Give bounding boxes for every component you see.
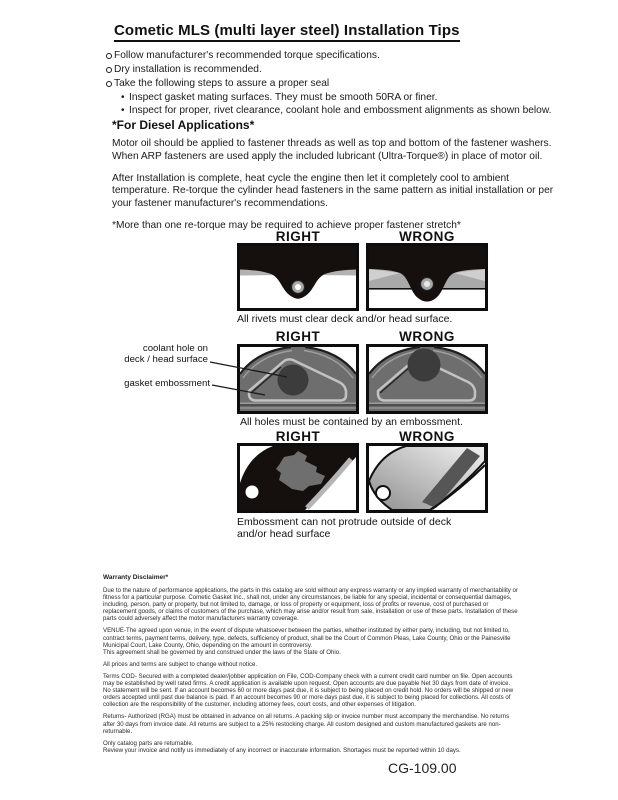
protrusion-right-icon xyxy=(237,443,359,513)
list-item xyxy=(121,104,556,117)
protrusion-wrong-icon xyxy=(366,443,488,513)
gasket-embossment-annotation: gasket embossment xyxy=(124,378,210,389)
list-item xyxy=(106,77,556,91)
bullet-text: Inspect gasket mating surfaces. They must be smooth 50RA or finer. xyxy=(129,92,438,103)
list-item xyxy=(121,91,556,104)
fig1-right-diagram xyxy=(237,243,359,316)
rivet-clearance-right-icon xyxy=(237,243,359,311)
diesel-note: *More than one re-torque may be required to achieve proper fastener stretch* xyxy=(112,219,461,231)
disclaimer-paragraph: All prices and terms are subject to change without notice. xyxy=(103,660,258,668)
open-bullet-icon xyxy=(106,49,114,63)
fig2-caption: All holes must be contained by an embossment. xyxy=(240,416,463,428)
disclaimer-paragraph: This agreement shall be governed by and construed under the laws of the State of Ohio. xyxy=(103,648,341,656)
hole-containment-wrong-icon xyxy=(366,344,488,414)
fig3-wrong-diagram xyxy=(366,443,488,518)
installation-tips-section xyxy=(106,22,556,117)
diesel-paragraph: Motor oil should be applied to fastener threads as well as top and bottom of the fastener washers. When ARP fasteners are used apply the included lubricant (Ultra-Torque®) in place of motor oil. xyxy=(112,138,552,162)
disclaimer-paragraph: VENUE-The agreed upon venue, in the event of dispute whatsoever between the parties, whether instituted by either party, including, but not limited to, contract terms, payment terms, delivery, type, defects, sufficiency of product, shall be the Court of Common Pleas, Lake County, Ohio or the Painesville Municipal Court, Lake County, Ohio, depending on the amount in controversy. xyxy=(103,627,511,649)
filled-bullet-icon: • xyxy=(121,92,125,103)
diesel-applications-section xyxy=(112,118,554,242)
open-bullet-icon xyxy=(106,63,114,77)
fig3-wrong-label: WRONG xyxy=(399,429,455,444)
rivet-clearance-wrong-icon xyxy=(366,243,488,311)
fig3-right-diagram xyxy=(237,443,359,518)
list-item xyxy=(106,63,556,77)
open-bullet-icon xyxy=(106,77,114,91)
diesel-paragraph: After Installation is complete, heat cycle the engine then let it completely cool to ambient temperature. Re-torque the cylinder head fasteners in the same pattern as initial installation or per your fastener manufacturer's recommendations. xyxy=(112,172,554,210)
bullet-text: Take the following steps to assure a proper seal xyxy=(114,78,330,89)
disclaimer-paragraph: Returns- Authorized (RGA) must be obtained in advance on all returns. A packing slip or invoice number must accompany the merchandise. No returns after 30 days from invoice date. All returns are subject to a 25% restocking charge. All custom designed and custom manufactured gaskets are non-returnable. xyxy=(103,713,510,735)
warranty-disclaimer-section xyxy=(103,574,519,759)
fig2-wrong-label: WRONG xyxy=(399,329,455,344)
disclaimer-paragraph: Review your invoice and notify us immediately of any incorrect or inaccurate information. Shortages must be reported within 10 days. xyxy=(103,746,461,754)
fig2-wrong-diagram xyxy=(366,344,488,419)
fig2-right-label: RIGHT xyxy=(275,329,321,344)
fig1-caption: All rivets must clear deck and/or head surface. xyxy=(237,313,453,325)
fig3-right-label: RIGHT xyxy=(275,429,321,444)
disclaimer-heading: Warranty Disclaimer* xyxy=(103,574,169,581)
list-item xyxy=(106,49,556,63)
diesel-heading: *For Diesel Applications* xyxy=(112,118,255,132)
bullet-text: Follow manufacturer's recommended torque specifications. xyxy=(114,50,380,61)
filled-bullet-icon: • xyxy=(121,105,125,116)
disclaimer-paragraph: Terms COD- Secured with a completed dealer/jobber application on File, COD-Company check with a current credit card number on file. Open accounts may be established by well rated firms. A credit application is available upon request. Open accounts are due payable Net 30 days from date of invoice. No statement will be sent. If an account becomes 60 or more days past due, it is subject to being placed on credit hold. No orders will be shipped or new orders accepted until past due balance is paid. If an account becomes 90 or more days past due, it is subject to being placed for collections. All costs of collection are the responsibility of the customer, including attorney fees, court costs, and other expenses of litigation. xyxy=(103,672,514,709)
page-title: Cometic MLS (multi layer steel) Installation Tips xyxy=(114,22,460,42)
disclaimer-paragraph: Only catalog parts are returnable. xyxy=(103,739,194,747)
fig1-wrong-diagram xyxy=(366,243,488,316)
coolant-hole-annotation: coolant hole on deck / head surface xyxy=(124,343,208,365)
bullet-text: Dry installation is recommended. xyxy=(114,64,262,75)
bullet-text: Inspect for proper, rivet clearance, coolant hole and embossment alignments as shown below. xyxy=(129,105,552,116)
fig3-caption: Embossment can not protrude outside of deck and/or head surface xyxy=(237,516,452,540)
disclaimer-paragraph: Due to the nature of performance applications, the parts in this catalog are sold without any express warranty or any implied warranty of merchantability or fitness for a particular purpose. Cometic Gasket Inc., shall not, under any circumstances, be liable for any special, incidental or consequential damages, including, person, party or property, but not limited to, damage, or loss of property or equipment, loss of profits or revenue, cost of purchased or replacement goods, or claims of customers of the purchase, which may arise and/or result from sale, installation or use of these parts. Installation of these parts could adversely affect the motor manufacturers warranty coverage. xyxy=(103,587,518,623)
page-code: CG-109.00 xyxy=(388,760,457,776)
fig1-right-label: RIGHT xyxy=(275,229,321,244)
annotation-leader-lines xyxy=(205,352,305,402)
fig1-wrong-label: WRONG xyxy=(399,229,455,244)
